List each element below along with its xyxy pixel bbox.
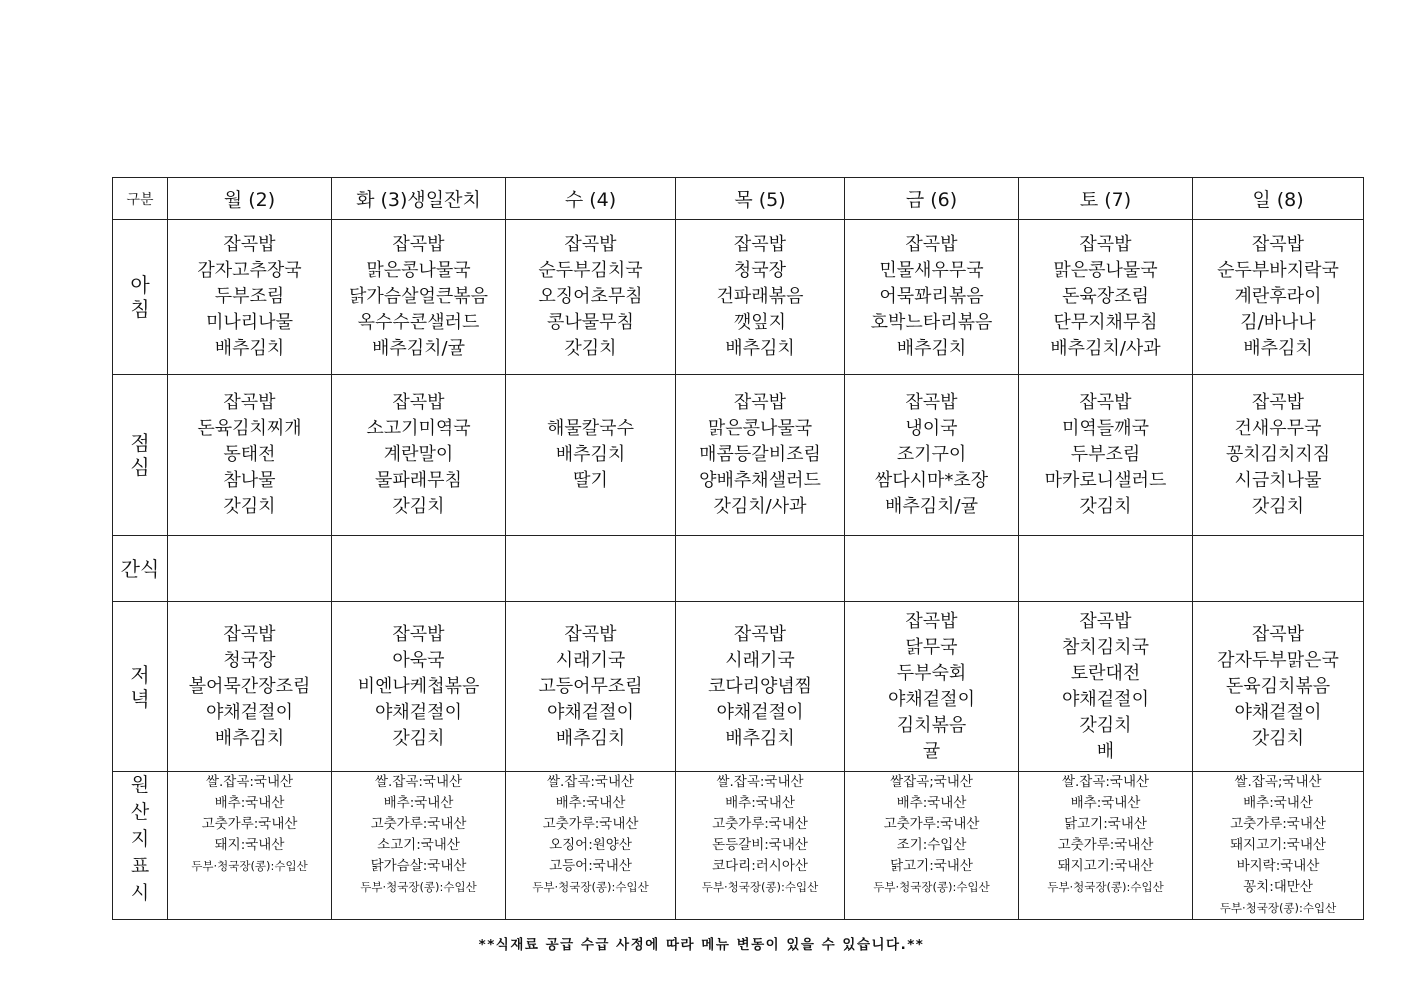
menu-cell — [332, 220, 506, 375]
menu-item: 갓김치/사과 — [713, 496, 807, 517]
menu-cell — [845, 602, 1019, 772]
menu-cell — [506, 602, 676, 772]
origin-item: 쌀.잡곡:국내산 — [374, 774, 463, 790]
menu-item: 잡곡밥 — [733, 623, 787, 645]
menu-item: 배 — [1096, 740, 1115, 762]
menu-item: 잡곡밥 — [223, 623, 276, 645]
menu-item: 야채겉절이 — [888, 688, 975, 710]
menu-items — [332, 232, 505, 362]
day-header: 월 (2) — [168, 178, 332, 220]
menu-item: 민물새우무국 — [879, 260, 984, 281]
origin-item: 조기:수입산 — [896, 837, 967, 853]
menu-item: 잡곡밥 — [564, 623, 617, 645]
origin-item: 두부·청국장(콩):수입산 — [1219, 901, 1337, 915]
menu-item: 청국장 — [733, 260, 787, 281]
menu-cell — [168, 375, 332, 536]
menu-item: 배추김치 — [214, 727, 285, 749]
menu-item: 고등어무조림 — [538, 675, 643, 697]
menu-item: 잡곡밥 — [905, 610, 958, 632]
menu-item: 갓김치 — [392, 496, 445, 517]
lunch-row — [113, 375, 1364, 536]
menu-item: 맑은콩나물국 — [1053, 260, 1158, 281]
origin-item: 두부·청국장(콩):수입산 — [1047, 880, 1164, 894]
origin-row — [113, 772, 1364, 920]
menu-item: 감자두부맑은국 — [1217, 649, 1339, 671]
origin-item: 코다리:러시아산 — [712, 858, 808, 874]
menu-cell — [1193, 602, 1364, 772]
menu-item: 계란말이 — [383, 444, 454, 465]
menu-item: 딸기 — [573, 470, 608, 491]
meal-label-dinner — [113, 602, 168, 772]
menu-item: 두부조림 — [214, 286, 285, 307]
menu-item: 양배추채샐러드 — [699, 470, 821, 491]
menu-cell-empty — [168, 536, 332, 602]
menu-item: 오징어초무침 — [538, 286, 643, 307]
menu-items — [1193, 232, 1363, 362]
menu-item: 매콤등갈비조림 — [699, 444, 821, 465]
origin-cell — [506, 772, 676, 920]
origin-item: 돼지고기:국내산 — [1230, 837, 1326, 853]
menu-item: 배추김치 — [214, 338, 285, 359]
menu-item: 야채겉절이 — [547, 701, 634, 723]
menu-item: 미역들깨국 — [1062, 418, 1149, 439]
menu-items — [1193, 390, 1363, 520]
origin-item: 닭고기:국내산 — [890, 858, 973, 874]
menu-item: 배추김치 — [555, 727, 626, 749]
menu-item: 감자고추장국 — [197, 260, 302, 281]
origin-item: 두부·청국장(콩):수입산 — [873, 880, 990, 894]
day-header: 목 (5) — [676, 178, 845, 220]
menu-item: 김/바나나 — [1240, 312, 1316, 333]
menu-item: 시금치나물 — [1234, 470, 1322, 491]
day-header: 수 (4) — [506, 178, 676, 220]
notice-text: **식재료 공급 수급 사정에 따라 메뉴 변동이 있을 수 있습니다.** — [478, 937, 925, 953]
origin-item: 고춧가루:국내산 — [542, 816, 639, 832]
menu-cell — [676, 602, 845, 772]
origin-item: 닭고기:국내산 — [1064, 816, 1147, 832]
menu-item: 소고기미역국 — [366, 418, 471, 439]
meal-label-char: 녁 — [130, 686, 150, 711]
origin-item: 쌀잡곡;국내산 — [890, 774, 973, 790]
menu-item: 잡곡밥 — [733, 392, 787, 413]
header-row — [113, 178, 1364, 220]
meal-label-snack — [113, 536, 168, 602]
menu-item: 배추김치 — [725, 338, 795, 359]
menu-item: 잡곡밥 — [733, 234, 787, 255]
origin-item: 쌀.잡곡:국내산 — [546, 774, 635, 790]
menu-item: 배추김치 — [725, 727, 795, 749]
menu-item: 참치김치국 — [1062, 636, 1149, 658]
origin-item: 배추:국내산 — [383, 795, 454, 811]
menu-item: 청국장 — [223, 649, 276, 671]
meal-label-char: 저 — [130, 662, 150, 687]
menu-item: 시래기국 — [725, 649, 795, 671]
origin-item: 돼지:국내산 — [214, 837, 285, 853]
menu-item: 옥수수콘샐러드 — [357, 312, 480, 333]
menu-items — [506, 232, 675, 362]
menu-item: 잡곡밥 — [223, 234, 276, 255]
menu-cell — [332, 602, 506, 772]
menu-item: 콩나물무침 — [547, 312, 634, 333]
menu-item: 미나리나물 — [206, 312, 293, 333]
menu-item: 호박느타리볶음 — [870, 312, 993, 333]
menu-items — [676, 232, 844, 362]
menu-item: 배추김치/사과 — [1050, 338, 1161, 359]
menu-item: 볼어묵간장조림 — [188, 675, 311, 697]
menu-item: 야채겉절이 — [1062, 688, 1149, 710]
menu-item: 배추김치/귤 — [884, 496, 978, 517]
menu-item: 귤 — [922, 740, 941, 762]
menu-item: 두부조림 — [1070, 444, 1141, 465]
menu-item: 참나물 — [223, 470, 276, 491]
menu-item: 갓김치 — [564, 338, 617, 359]
menu-item: 코다리양념찜 — [707, 675, 813, 697]
menu-items — [506, 622, 675, 752]
meal-label-lunch — [113, 375, 168, 536]
menu-item: 갓김치 — [1079, 496, 1132, 517]
menu-item: 토란대전 — [1070, 662, 1141, 684]
menu-item: 배추김치 — [555, 444, 626, 465]
origin-item: 고춧가루:국내산 — [1230, 816, 1326, 832]
menu-item: 잡곡밥 — [1079, 610, 1132, 632]
menu-cell — [1019, 602, 1193, 772]
origin-item: 쌀.잡곡;국내산 — [1234, 774, 1322, 790]
menu-item: 닭가슴살얼큰볶음 — [348, 286, 489, 307]
menu-item: 순두부바지락국 — [1217, 260, 1339, 281]
meal-label-char: 점 — [130, 431, 150, 455]
menu-item: 비엔나케첩볶음 — [357, 675, 480, 697]
menu-item: 배추김치 — [1243, 338, 1313, 359]
menu-items — [676, 622, 844, 752]
menu-item: 잡곡밥 — [392, 234, 445, 255]
menu-item: 야채겉절이 — [1234, 701, 1322, 723]
origin-item: 돼지고기:국내산 — [1057, 858, 1154, 874]
origin-item: 두부·청국장(콩):수입산 — [532, 880, 649, 894]
origin-label-char: 표 — [130, 855, 150, 877]
origin-label-char: 지 — [130, 828, 150, 850]
day-header: 토 (7) — [1019, 178, 1193, 220]
origin-item: 두부·청국장(콩):수입산 — [701, 880, 819, 894]
menu-item: 닭무국 — [905, 636, 958, 658]
origin-item: 고춧가루:국내산 — [712, 816, 808, 832]
menu-item: 갓김치 — [1251, 496, 1305, 517]
menu-item: 시래기국 — [555, 649, 626, 671]
menu-item: 잡곡밥 — [223, 392, 276, 413]
menu-items — [845, 232, 1018, 362]
menu-cell-empty — [332, 536, 506, 602]
menu-items — [332, 622, 505, 752]
origin-label-char: 시 — [130, 882, 150, 904]
menu-items — [1193, 622, 1363, 752]
menu-item: 잡곡밥 — [1251, 392, 1305, 413]
origin-item: 배추:국내산 — [896, 795, 967, 811]
menu-cell-empty — [676, 536, 845, 602]
origin-item: 고춧가루:국내산 — [883, 816, 980, 832]
menu-items — [1019, 609, 1192, 765]
origin-item: 돈등갈비:국내산 — [712, 837, 808, 853]
menu-items — [676, 390, 844, 520]
menu-items — [168, 622, 331, 752]
origin-item: 오징어:원양산 — [549, 837, 632, 853]
menu-item: 깻잎지 — [733, 312, 787, 333]
origin-item: 배추:국내산 — [214, 795, 285, 811]
menu-item: 동태전 — [223, 444, 276, 465]
menu-items — [845, 609, 1018, 765]
meal-label-char: 아 — [130, 273, 150, 297]
origin-item: 배추:국내산 — [725, 795, 795, 811]
menu-item: 배추김치 — [896, 338, 967, 359]
menu-item: 잡곡밥 — [392, 392, 445, 413]
origin-label-char: 원 — [130, 774, 150, 796]
menu-item: 배추김치/귤 — [371, 338, 465, 359]
menu-cell-empty — [506, 536, 676, 602]
origin-item: 쌀.잡곡:국내산 — [205, 774, 294, 790]
menu-item: 계란후라이 — [1234, 286, 1322, 307]
menu-items — [506, 416, 675, 494]
origin-item: 배추:국내산 — [1070, 795, 1141, 811]
menu-item: 김치볶음 — [896, 714, 967, 736]
menu-item: 건새우무국 — [1234, 418, 1322, 439]
menu-item: 순두부김치국 — [538, 260, 643, 281]
meal-label-char: 침 — [130, 297, 150, 321]
menu-item: 어묵꽈리볶음 — [879, 286, 984, 307]
menu-cell — [1019, 220, 1193, 375]
menu-items — [168, 390, 331, 520]
menu-cell — [168, 220, 332, 375]
menu-items — [332, 390, 505, 520]
menu-item: 잡곡밥 — [392, 623, 445, 645]
menu-item: 잡곡밥 — [1079, 392, 1132, 413]
origin-item: 배추:국내산 — [1243, 795, 1313, 811]
menu-item: 건파래볶음 — [716, 286, 804, 307]
menu-item: 야채겉절이 — [206, 701, 293, 723]
menu-cell — [845, 375, 1019, 536]
menu-item: 돈육장조림 — [1062, 286, 1149, 307]
origin-cell — [1019, 772, 1193, 920]
menu-item: 잡곡밥 — [1251, 623, 1305, 645]
origin-cell — [168, 772, 332, 920]
menu-item: 물파래무침 — [375, 470, 462, 491]
menu-item: 잡곡밥 — [905, 392, 958, 413]
menu-item: 잡곡밥 — [905, 234, 958, 255]
menu-items — [845, 390, 1018, 520]
menu-item: 두부숙회 — [896, 662, 967, 684]
header-corner: 구분 — [113, 178, 168, 220]
origin-cell — [332, 772, 506, 920]
menu-item: 단무지채무침 — [1053, 312, 1158, 333]
menu-item: 갓김치 — [1251, 727, 1305, 749]
menu-item: 야채겉절이 — [716, 701, 804, 723]
origin-item: 소고기:국내산 — [377, 837, 460, 853]
menu-item: 냉이국 — [905, 418, 958, 439]
menu-cell — [332, 375, 506, 536]
menu-cell — [168, 602, 332, 772]
origin-item: 고춧가루:국내산 — [201, 816, 298, 832]
menu-item: 돈육김치볶음 — [1225, 675, 1331, 697]
meal-label-breakfast — [113, 220, 168, 375]
menu-item: 잡곡밥 — [564, 234, 617, 255]
menu-cell — [845, 220, 1019, 375]
menu-cell-empty — [1019, 536, 1193, 602]
origin-item: 고등어:국내산 — [549, 858, 632, 874]
origin-item: 배추:국내산 — [555, 795, 626, 811]
menu-item: 돈육김치찌개 — [197, 418, 302, 439]
menu-item: 조기구이 — [896, 444, 967, 465]
origin-item: 고춧가루:국내산 — [1057, 837, 1154, 853]
menu-item: 잡곡밥 — [1251, 234, 1305, 255]
day-header: 금 (6) — [845, 178, 1019, 220]
menu-item: 갓김치 — [1079, 714, 1132, 736]
menu-cell — [1019, 375, 1193, 536]
menu-item: 맑은콩나물국 — [366, 260, 471, 281]
origin-label — [113, 772, 168, 920]
weekly-menu-table — [112, 177, 1364, 920]
menu-cell — [506, 220, 676, 375]
menu-item: 맑은콩나물국 — [707, 418, 813, 439]
origin-item: 두부·청국장(콩):수입산 — [191, 859, 308, 873]
menu-item: 아욱국 — [392, 649, 445, 671]
origin-item: 두부·청국장(콩):수입산 — [360, 880, 477, 894]
origin-item: 바지락:국내산 — [1236, 858, 1320, 874]
menu-cell — [506, 375, 676, 536]
menu-cell-empty — [845, 536, 1019, 602]
menu-item: 마카로니샐러드 — [1044, 470, 1167, 491]
origin-cell — [1193, 772, 1364, 920]
menu-cell — [676, 220, 845, 375]
menu-cell — [1193, 220, 1364, 375]
origin-cell — [676, 772, 845, 920]
meal-label-char: 간식 — [120, 556, 160, 581]
origin-item: 꽁치:대만산 — [1243, 879, 1313, 895]
day-header: 화 (3)생일잔치 — [332, 178, 506, 220]
breakfast-row — [113, 220, 1364, 375]
origin-item: 고춧가루:국내산 — [370, 816, 467, 832]
menu-item: 해물칼국수 — [547, 418, 634, 439]
menu-item: 갓김치 — [223, 496, 276, 517]
menu-items — [1019, 232, 1192, 362]
menu-items — [168, 232, 331, 362]
menu-cell-empty — [1193, 536, 1364, 602]
dinner-row — [113, 602, 1364, 772]
menu-item: 야채겉절이 — [375, 701, 462, 723]
origin-label-char: 산 — [130, 801, 150, 823]
menu-cell — [1193, 375, 1364, 536]
meal-label-char: 심 — [130, 455, 150, 479]
origin-item: 쌀.잡곡:국내산 — [716, 774, 804, 790]
menu-items — [1019, 390, 1192, 520]
origin-item: 닭가슴살:국내산 — [370, 858, 467, 874]
menu-item: 갓김치 — [392, 727, 445, 749]
menu-item: 쌈다시마*초장 — [874, 470, 989, 491]
menu-item: 잡곡밥 — [1079, 234, 1132, 255]
origin-cell — [845, 772, 1019, 920]
snack-row — [113, 536, 1364, 602]
day-header: 일 (8) — [1193, 178, 1364, 220]
menu-item: 꽁치김치지짐 — [1225, 444, 1331, 465]
menu-cell — [676, 375, 845, 536]
origin-item: 쌀.잡곡:국내산 — [1061, 774, 1150, 790]
